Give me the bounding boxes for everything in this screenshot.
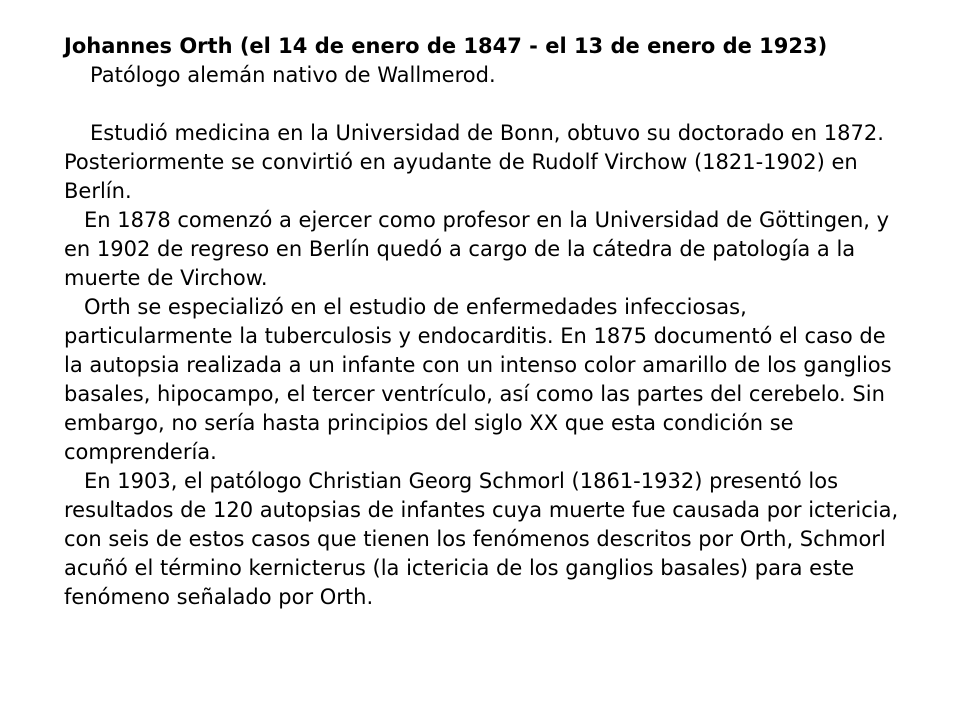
slide-content [64,32,904,612]
slide-title: Johannes Orth (el 14 de enero de 1847 - el 13 de enero de 1923) [64,34,828,58]
paragraph-education: Estudió medicina en la Universidad de Bonn, obtuvo su doctorado en 1872. [90,121,884,145]
paragraph-specialization: Orth se especializó en el estudio de enfermedades infecciosas, particularmente la tuberculosis y endocarditis. En 1875 documentó el caso de la autopsia realizada a un infante con un intenso color amarillo de los ganglios basales, hipocampo, el tercer ventrículo, así como las partes del cerebelo. Sin embargo, no sería hasta principios del siglo XX que esta condición se comprendería. [64,295,892,464]
paragraph-spacer [64,90,904,119]
paragraph-professorship: En 1878 comenzó a ejercer como profesor en la Universidad de Göttingen, y en 1902 de regreso en Berlín quedó a cargo de la cátedra de patología a la muerte de Virchow. [64,208,890,290]
paragraph-virchow-assistant: Posteriormente se convirtió en ayudante de Rudolf Virchow (1821-1902) en Berlín. [64,150,858,203]
paragraph-intro: Patólogo alemán nativo de Wallmerod. [90,63,496,87]
paragraph-kernicterus: En 1903, el patólogo Christian Georg Schmorl (1861-1932) presentó los resultados de 120 autopsias de infantes cuya muerte fue causada por ictericia, con seis de estos casos que tienen los fenómenos descritos por Orth, Schmorl acuñó el término kernicterus (la ictericia de los ganglios basales) para este fenómeno señalado por Orth. [64,469,899,609]
